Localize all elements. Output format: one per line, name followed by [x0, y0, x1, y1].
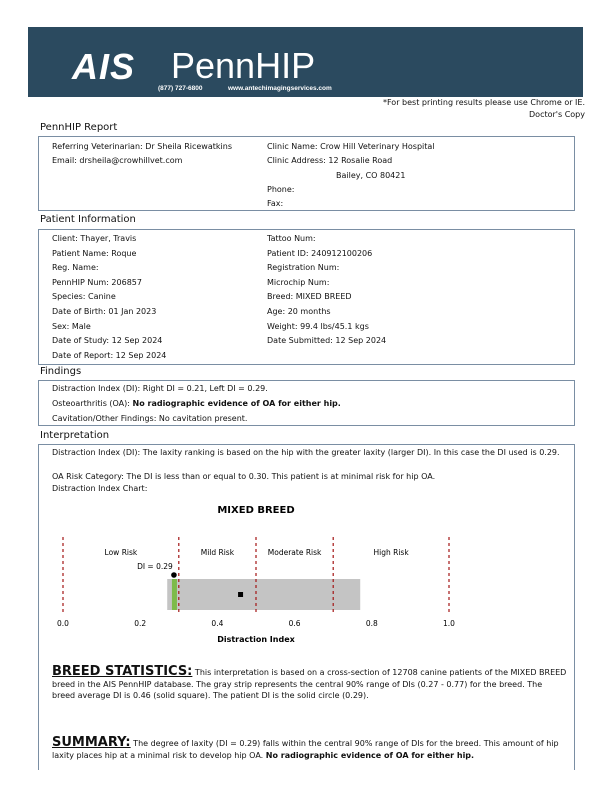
- clinic-name: Clinic Name: Crow Hill Veterinary Hospital: [267, 142, 435, 151]
- x-tick-label: 0.6: [288, 619, 301, 628]
- ais-logo: AIS: [72, 46, 136, 87]
- copy-label: Doctor's Copy: [529, 110, 585, 119]
- patient-di-bar: [172, 579, 177, 610]
- patient-field: Client: Thayer, Travis: [52, 234, 137, 243]
- header-banner: [28, 27, 583, 97]
- findings-cavitation: Cavitation/Other Findings: No cavitation present.: [52, 414, 248, 423]
- risk-zone-label: Low Risk: [104, 548, 138, 557]
- distraction-index-chart: [40, 496, 480, 651]
- clinic-address: Clinic Address: 12 Rosalie Road: [267, 156, 393, 165]
- clinic-city: Bailey, CO 80421: [336, 171, 406, 180]
- patient-field: Age: 20 months: [267, 307, 331, 316]
- summary-text: The degree of laxity (DI = 0.29) falls within the central 90% range of DIs for the breed. This amount of hip laxity places hip at a minimal risk to develop hip OA.: [52, 739, 559, 760]
- breed-statistics-heading: BREED STATISTICS:: [52, 664, 193, 679]
- patient-field: Reg. Name:: [52, 263, 99, 273]
- findings-oa: [52, 399, 341, 408]
- patient-field: Species: Canine: [52, 292, 116, 302]
- patient-field: Date of Study: 12 Sep 2024: [52, 336, 163, 346]
- clinic-fax: Fax:: [267, 199, 284, 208]
- report-box: [38, 136, 575, 211]
- breed-statistics-text: This interpretation is based on a cross-section of 12708 canine patients of the MIXED BREED breed in the AIS PennHIP database. The gray strip represents the central 90% range of DIs (0.27 - 0.77) for the breed. The breed average DI is 0.46 (solid square). The patient DI is the solid circle (0.29).: [52, 668, 567, 700]
- interpretation-chart-label: Distraction Index Chart:: [52, 484, 148, 493]
- print-note-text: *For best printing results please use Chrome or IE.: [382, 98, 585, 107]
- print-note: [383, 97, 585, 121]
- clinic-phone: Phone:: [267, 185, 295, 194]
- summary-bold: No radiographic evidence of OA for either hip.: [265, 750, 475, 760]
- header-website: www.antechimagingservices.com: [228, 85, 332, 92]
- patient-field: Breed: MIXED BREED: [267, 292, 352, 302]
- patient-field: Date of Birth: 01 Jan 2023: [52, 307, 157, 316]
- referring-vet: Referring Veterinarian: Dr Sheila Ricewatkins: [52, 142, 232, 151]
- findings-oa-label: Osteoarthritis (OA):: [52, 399, 133, 408]
- patient-di-label: DI = 0.29: [137, 562, 173, 571]
- interpretation-section-title: Interpretation: [40, 430, 110, 441]
- interpretation-di: Distraction Index (DI): The laxity ranking is based on the hip with the greater laxity (larger DI). In this case the DI used is 0.29.: [52, 448, 560, 457]
- x-tick-label: 1.0: [443, 619, 455, 628]
- findings-oa-value: No radiographic evidence of OA for either hip.: [132, 399, 341, 408]
- patient-section-title: Patient Information: [40, 214, 136, 225]
- x-tick-label: 0.0: [57, 619, 69, 628]
- summary-heading: SUMMARY:: [52, 735, 131, 750]
- patient-field: PennHIP Num: 206857: [52, 277, 142, 287]
- risk-zone-label: Mild Risk: [200, 548, 235, 557]
- patient-box: [38, 229, 575, 365]
- x-tick-label: 0.4: [211, 619, 224, 628]
- vet-email: Email: drsheila@crowhillvet.com: [52, 156, 183, 165]
- patient-field: Weight: 99.4 lbs/45.1 kgs: [267, 321, 369, 331]
- summary: [52, 737, 567, 761]
- patient-field: Tattoo Num:: [267, 234, 316, 243]
- patient-field: Patient Name: Roque: [52, 248, 137, 258]
- risk-zone-label: High Risk: [373, 548, 409, 557]
- x-tick-label: 0.8: [365, 619, 378, 628]
- breed-statistics: [52, 666, 567, 702]
- x-axis-label: Distraction Index: [217, 635, 295, 644]
- header-phone: (877) 727-6800: [158, 85, 203, 92]
- patient-field: Registration Num:: [267, 263, 340, 273]
- interpretation-risk: OA Risk Category: The DI is less than or equal to 0.30. This patient is at minimal risk for hip OA.: [52, 472, 436, 481]
- patient-field: Microchip Num:: [267, 277, 330, 287]
- x-tick-label: 0.2: [134, 619, 147, 628]
- risk-zone-label: Moderate Risk: [267, 548, 322, 557]
- patient-field: Date Submitted: 12 Sep 2024: [267, 336, 387, 346]
- findings-di: Distraction Index (DI): Right DI = 0.21, Left DI = 0.29.: [52, 384, 268, 393]
- patient-field: Date of Report: 12 Sep 2024: [52, 350, 167, 360]
- patient-field: Sex: Male: [52, 321, 91, 331]
- chart-title: MIXED BREED: [217, 505, 295, 516]
- patient-di-marker: [171, 572, 177, 578]
- findings-box: [38, 380, 575, 426]
- patient-field: Patient ID: 240912100206: [267, 248, 373, 258]
- pennhip-logo: PennHIP: [171, 45, 316, 86]
- findings-section-title: Findings: [40, 366, 82, 377]
- breed-average-marker: [238, 592, 243, 597]
- report-section-title: PennHIP Report: [40, 122, 118, 133]
- breed-range-strip: [167, 579, 360, 610]
